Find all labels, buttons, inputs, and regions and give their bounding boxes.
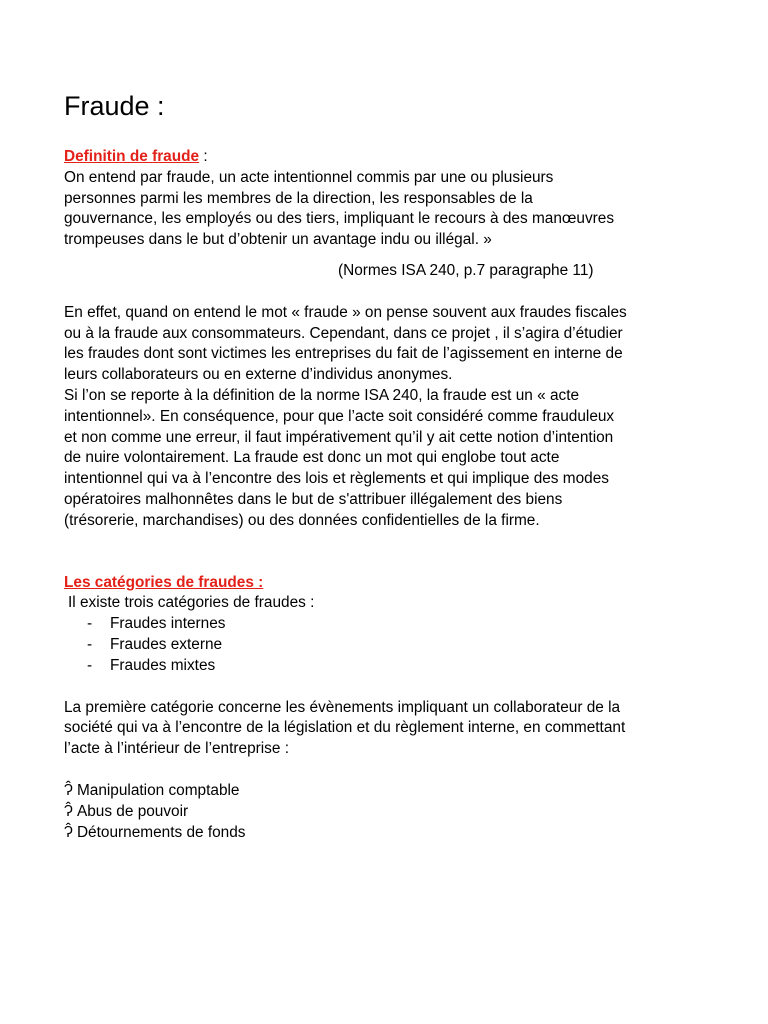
paragraph-line: les fraudes dont sont victimes les entreprises du fait de l’agissement en interne de: [64, 345, 623, 363]
paragraph-line: et non comme une erreur, il faut impérativement qu’il y ait cette notion d’intention: [64, 428, 614, 446]
spacer: [64, 677, 714, 698]
list-item-label: Fraudes externe: [110, 635, 223, 653]
definition-line: On entend par fraude, un acte intentionnel commis par une ou plusieurs: [64, 168, 554, 186]
paragraph-line: opératoires malhonnêtes dans le but de s'attribuer illégalement des biens: [64, 490, 563, 508]
spacer: [64, 282, 714, 303]
paragraph-line: Si l’on se reporte à la définition de la norme ISA 240, la fraude est un « acte: [64, 386, 580, 404]
definition-line: trompeuses dans le but d’obtenir un avantage indu ou illégal. »: [64, 231, 492, 249]
paragraph-line: intentionnel qui va à l’encontre des lois et règlements et qui implique des modes: [64, 470, 609, 488]
list-item-label: Manipulation comptable: [76, 781, 240, 799]
list-item: [64, 823, 714, 844]
paragraph-line: La première catégorie concerne les évènements impliquant un collaborateur de la: [64, 698, 621, 716]
list-item: [64, 635, 714, 656]
dash-bullet: -: [87, 635, 93, 653]
definition-heading: Definitin de fraude: [64, 148, 200, 165]
bullet-symbol: Ɂ̂: [64, 781, 73, 799]
document-page: [64, 88, 714, 843]
paragraph-line: intentionnel». En conséquence, pour que l’acte soit considéré comme frauduleux: [64, 407, 615, 425]
paragraph-line: ou à la fraude aux consommateurs. Cependant, dans ce projet , il s’agira d’étudier: [64, 324, 623, 342]
list-item: [64, 802, 714, 823]
list-item: [64, 656, 714, 677]
examples-list: [64, 781, 714, 843]
definition-line: gouvernance, les employés ou des tiers, impliquant le recours à des manœuvres: [64, 210, 615, 228]
list-item: [64, 614, 714, 635]
categories-heading-line: [64, 573, 714, 594]
categories-heading: Les catégories de fraudes :: [64, 573, 264, 591]
citation: (Normes ISA 240, p.7 paragraphe 11): [338, 261, 594, 279]
list-item-label: Détournements de fonds: [76, 823, 246, 841]
paragraph-line: (trésorerie, marchandises) ou des données confidentielles de la firme.: [64, 511, 540, 529]
bullet-symbol: Ɂ̂: [64, 802, 73, 820]
spacer: [64, 532, 714, 573]
bullet-symbol: Ɂ̂: [64, 823, 73, 841]
categories-intro: Il existe trois catégories de fraudes :: [68, 594, 315, 612]
list-item: [64, 781, 714, 802]
list-item-label: Fraudes mixtes: [110, 656, 216, 674]
paragraph-line: de nuire volontairement. La fraude est donc un mot qui englobe tout acte: [64, 449, 560, 467]
paragraph-line: leurs collaborateurs ou en externe d’individus anonymes.: [64, 366, 453, 384]
document-title: Fraude :: [64, 91, 165, 121]
paragraph-line: l’acte à l’intérieur de l’entreprise :: [64, 740, 289, 758]
categories-list: [64, 614, 714, 676]
spacer: [64, 760, 714, 781]
paragraph-line: En effet, quand on entend le mot « fraude » on pense souvent aux fraudes fiscales: [64, 303, 627, 321]
dash-bullet: -: [87, 615, 93, 633]
definition-heading-suffix: :: [199, 148, 208, 165]
dash-bullet: -: [87, 656, 93, 674]
definition-line: personnes parmi les membres de la direction, les responsables de la: [64, 189, 533, 207]
list-item-label: Abus de pouvoir: [76, 802, 189, 820]
paragraph-line: société qui va à l’encontre de la législation et du règlement interne, en commettant: [64, 719, 626, 737]
list-item-label: Fraudes internes: [110, 615, 226, 633]
definition-heading-line: [64, 147, 714, 168]
